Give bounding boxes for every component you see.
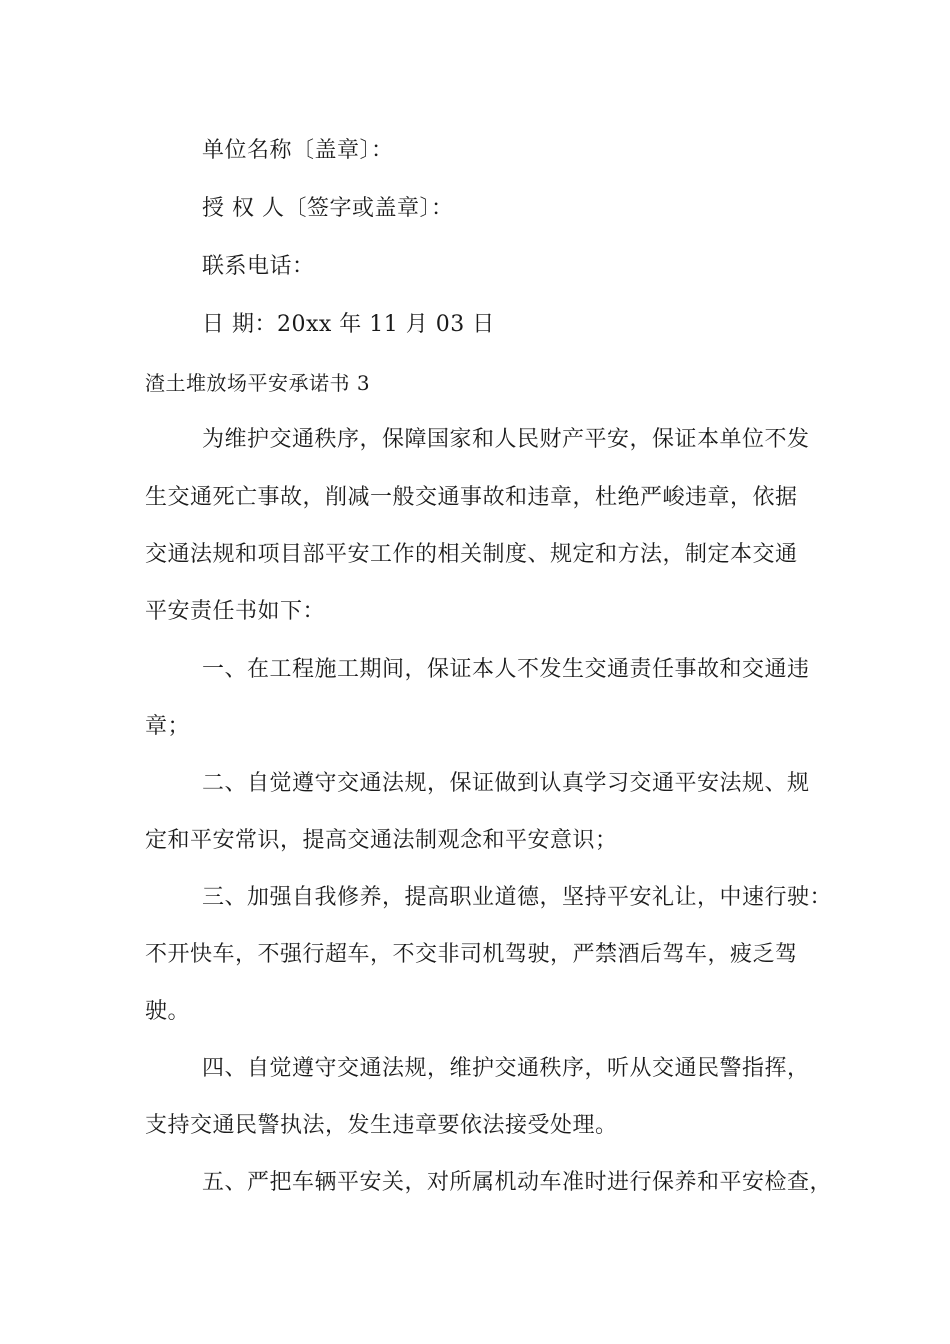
section-title: 渣土堆放场平安承诺书 3 <box>145 371 371 395</box>
paragraph-line: 二、自觉遵守交通法规，保证做到认真学习交通平安法规、规 <box>202 771 810 796</box>
paragraph-line: 定和平安常识，提高交通法制观念和平安意识； <box>145 828 618 853</box>
paragraph-line: 四、自觉遵守交通法规，维护交通秩序，听从交通民警指挥， <box>202 1056 810 1081</box>
paragraph-line: 支持交通民警执法，发生违章要依法接受处理。 <box>145 1113 618 1138</box>
phone-line: 联系电话： <box>202 254 315 279</box>
paragraph-line: 一、在工程施工期间，保证本人不发生交通责任事故和交通违 <box>202 657 810 682</box>
paragraph-line: 交通法规和项目部平安工作的相关制度、规定和方法，制定本交通 <box>145 542 798 567</box>
paragraph-line: 不开快车，不强行超车，不交非司机驾驶，严禁酒后驾车，疲乏驾 <box>145 942 798 967</box>
paragraph-line: 五、严把车辆平安关，对所属机动车准时进行保养和平安检查， <box>202 1170 833 1195</box>
paragraph-line: 平安责任书如下： <box>145 599 326 624</box>
paragraph-line: 章； <box>145 714 191 739</box>
paragraph-line: 生交通死亡事故，削减一般交通事故和违章，杜绝严峻违章，依据 <box>145 485 798 510</box>
paragraph-line: 驶。 <box>145 999 191 1024</box>
paragraph-line: 为维护交通秩序，保障国家和人民财产平安，保证本单位不发 <box>202 427 810 452</box>
unit-name-line: 单位名称〔盖章〕： <box>202 138 394 163</box>
date-line: 日 期：20xx 年 11 月 03 日 <box>202 312 495 337</box>
authorized-person-line: 授 权 人〔签字或盖章〕： <box>202 196 454 221</box>
paragraph-line: 三、加强自我修养，提高职业道德，坚持平安礼让，中速行驶： <box>202 885 833 910</box>
